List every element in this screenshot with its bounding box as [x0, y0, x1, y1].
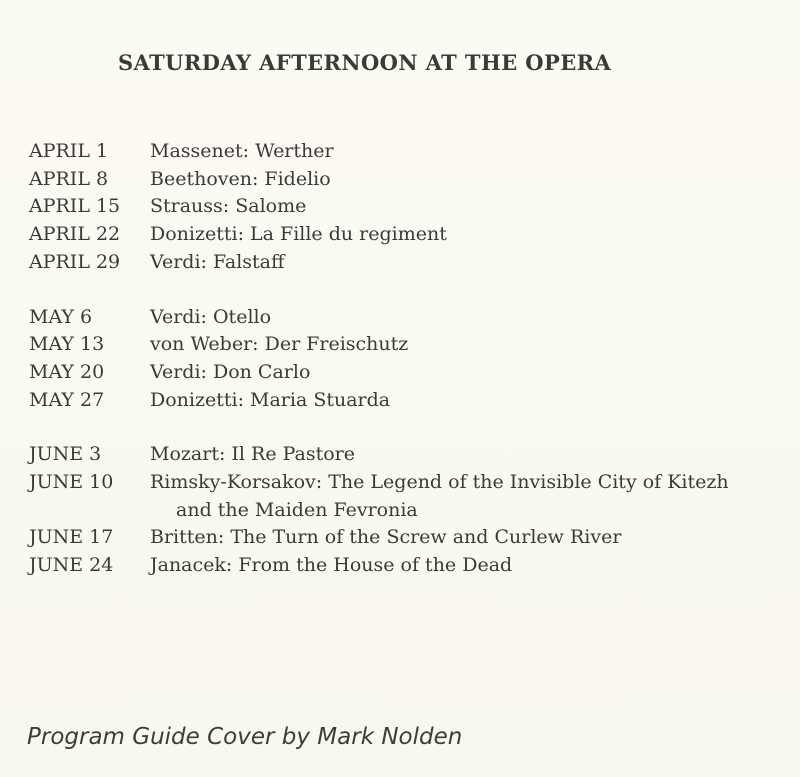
- schedule-opera: Strauss: Salome: [150, 195, 307, 218]
- schedule-row: [29, 469, 729, 524]
- schedule-opera: Verdi: Otello: [150, 305, 272, 328]
- schedule-opera: Verdi: Don Carlo: [150, 360, 311, 383]
- schedule-row: [29, 552, 729, 580]
- schedule-opera: Janacek: From the House of the Dead: [150, 554, 513, 577]
- schedule-date: APRIL 1: [29, 140, 109, 162]
- schedule-row: [29, 249, 729, 277]
- schedule-row: [29, 221, 729, 249]
- schedule-opera: Donizetti: La Fille du regiment: [150, 223, 447, 246]
- schedule-row: [29, 166, 729, 194]
- schedule-row: [29, 359, 729, 387]
- schedule-date: JUNE 24: [29, 554, 114, 577]
- schedule-row: [29, 331, 729, 359]
- schedule-date: APRIL 15: [29, 195, 121, 218]
- schedule-opera: Massenet: Werther: [150, 140, 334, 162]
- schedule-opera-multiline: [150, 469, 729, 524]
- schedule-date: APRIL 22: [29, 223, 121, 246]
- schedule-date: APRIL 8: [29, 167, 109, 190]
- schedule-date: JUNE 3: [29, 443, 102, 466]
- schedule-opera: Mozart: Il Re Pastore: [150, 443, 356, 466]
- schedule-opera-continuation: and the Maiden Fevronia: [176, 498, 418, 521]
- schedule-row: [29, 441, 729, 469]
- schedule-opera: Verdi: Falstaff: [150, 250, 285, 273]
- schedule-row: [29, 193, 729, 221]
- page-title: SATURDAY AFTERNOON AT THE OPERA: [118, 50, 612, 75]
- month-block-april: [29, 138, 729, 277]
- schedule-row: [29, 387, 729, 415]
- schedule-date: JUNE 10: [29, 471, 114, 494]
- schedule-date: APRIL 29: [29, 250, 121, 273]
- schedule-opera: Britten: The Turn of the Screw and Curlew River: [150, 526, 622, 549]
- month-block-june: [29, 441, 729, 580]
- schedule-row: [29, 304, 729, 332]
- schedule-row: [29, 524, 729, 552]
- month-block-may: [29, 304, 729, 415]
- schedule-opera: Donizetti: Maria Stuarda: [150, 388, 391, 411]
- cover-credit: Program Guide Cover by Mark Nolden: [27, 724, 463, 750]
- schedule-opera: von Weber: Der Freischutz: [150, 333, 409, 356]
- schedule-date: MAY 27: [29, 388, 105, 411]
- schedule-opera: Beethoven: Fidelio: [150, 167, 331, 190]
- schedule-date: MAY 13: [29, 333, 105, 356]
- opera-schedule: [29, 138, 729, 607]
- schedule-date: MAY 6: [29, 305, 93, 328]
- schedule-opera: Rimsky-Korsakov: The Legend of the Invisible City of Kitezh: [150, 471, 729, 494]
- schedule-date: MAY 20: [29, 360, 105, 383]
- schedule-date: JUNE 17: [29, 526, 114, 549]
- schedule-row: [29, 138, 729, 166]
